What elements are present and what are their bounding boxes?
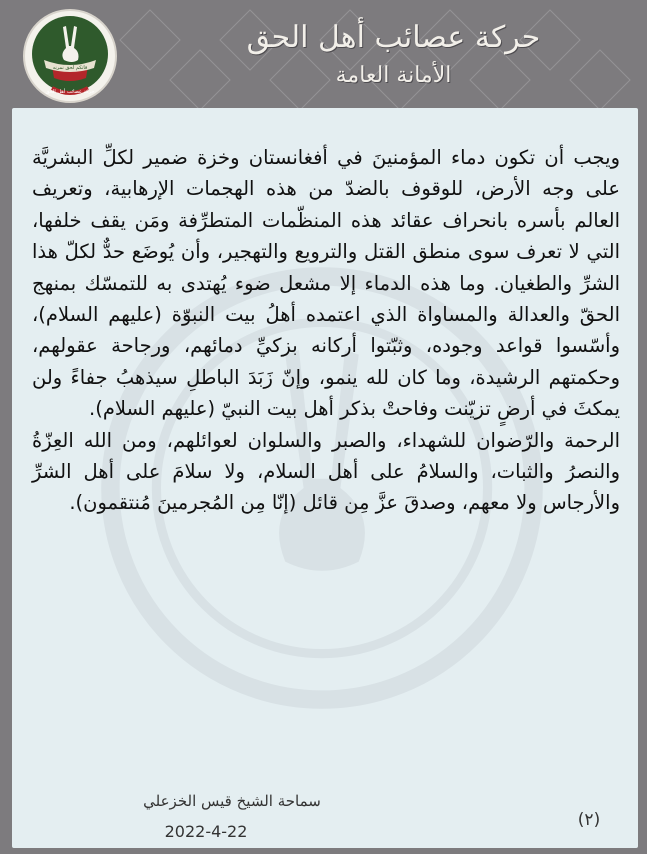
statement-paragraph-1: ويجب أن تكون دماء المؤمنينَ في أفغانستان وخزة ضمير لكلِّ البشريَّة على وجه الأرض، للوقوف بالضدّ من هذه الهجمات الإرهابية، وتعريف العالم بأسره بانحراف عقائد هذه المنظّمات المتطرِّفة ومَن يقف خلفها، التي لا تعرف سوى منطق القتل والترويع والتهجير، وأن يُوضَع حدٌّ لكلّ هذا الشرِّ والطغيان. وما هذه الدماء إلا مشعل ضوء يُهتدى به للتمسّك بمنهج الحقّ والعدالة والمساواة الذي اعتمده أهلُ بيت النبوّة (عليهم السلام)، وأسّسوا قواعد وجوده، وثبّتوا أركانه بزكيِّ دمائهم، ورجاحة عقولهم، وحكمتهم الرشيدة، وما كان لله ينمو، وإنّ زَبَدَ الباطلِ سيذهبُ جفاءً ولن يمكثَ في أرضٍ تزيّنت وفاحتْ بذكر أهل بيت النبيّ (عليهم السلام). bbox=[32, 146, 620, 421]
organization-logo bbox=[22, 8, 118, 104]
svg-text:فاتكم لحق نمرنه: فاتكم لحق نمرنه bbox=[52, 65, 88, 71]
signature-line: سماحة الشيخ قيس الخزعلي bbox=[143, 792, 321, 810]
page-number: (٢) bbox=[577, 810, 601, 830]
title-block bbox=[140, 6, 647, 106]
statement-panel bbox=[12, 108, 638, 848]
header-banner bbox=[0, 0, 647, 110]
statement-paragraph-2: الرحمة والرّضوان للشهداء، والصبر والسلوان لعوائلهم، ومن الله العِزّةُ والنصرُ والثبات، والسلامُ على أهل السلام، ولا سلامَ على أهل الشرِّ والأرجاس ولا معهم، وصدقَ عزَّ مِن قائل (إنّا مِن المُجرمينَ مُنتقمون). bbox=[32, 428, 620, 515]
statement-body bbox=[32, 142, 620, 519]
svg-text:حركة عصائب أهل الحق: حركة عصائب أهل الحق bbox=[45, 89, 95, 95]
organization-name: حركة عصائب أهل الحق bbox=[246, 20, 541, 55]
statement-date: 2022-4-22 bbox=[164, 822, 248, 841]
secretariat-title: الأمانة العامة bbox=[335, 63, 452, 88]
